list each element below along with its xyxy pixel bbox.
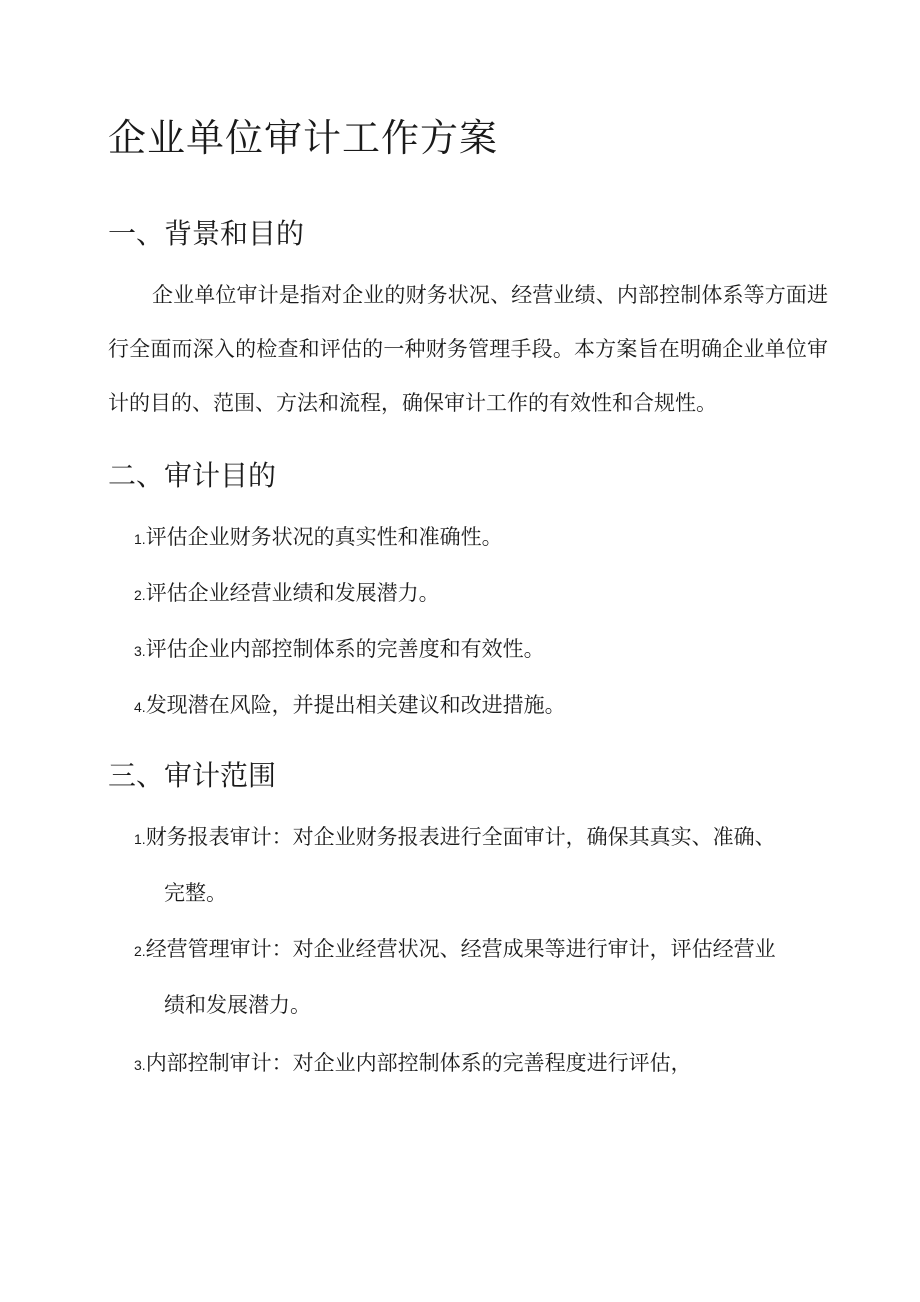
section-paragraph-background: 企业单位审计是指对企业的财务状况、经营业绩、内部控制体系等方面进行全面而深入的检查和评估的一种财务管理手段。本方案旨在明确企业单位审计的目的、范围、方法和流程，确保审计工作的有效性和合规性。 — [108, 283, 828, 415]
list-item-continuation: 完整。 — [164, 881, 227, 905]
list-item — [134, 578, 440, 610]
list-item-text: 财务报表审计：对企业财务报表进行全面审计，确保其真实、准确、 — [145, 825, 776, 849]
list-item — [134, 822, 776, 854]
list-item-text: 发现潜在风险，并提出相关建议和改进措施。 — [145, 693, 566, 717]
list-item-number: 2. — [134, 943, 146, 959]
section-heading-scope: 三、审计范围 — [108, 759, 277, 792]
list-item-text: 经营管理审计：对企业经营状况、经营成果等进行审计，评估经营业 — [145, 937, 776, 961]
list-item-text: 评估企业经营业绩和发展潜力。 — [145, 581, 440, 605]
list-item-number: 1. — [134, 831, 146, 847]
list-item-continuation: 绩和发展潜力。 — [164, 993, 311, 1017]
list-item-number: 3. — [134, 1057, 146, 1073]
list-item-text: 评估企业内部控制体系的完善度和有效性。 — [145, 637, 545, 661]
list-item-number: 3. — [134, 643, 146, 659]
list-item — [134, 1048, 692, 1080]
list-item-number: 4. — [134, 699, 146, 715]
document-title: 企业单位审计工作方案 — [108, 116, 499, 160]
list-item — [134, 522, 503, 554]
list-item — [134, 634, 545, 666]
list-item-number: 2. — [134, 587, 146, 603]
list-item-number: 1. — [134, 531, 146, 547]
list-item — [134, 690, 566, 722]
section-heading-background: 一、背景和目的 — [108, 217, 305, 250]
list-item-text: 内部控制审计：对企业内部控制体系的完善程度进行评估， — [145, 1051, 692, 1075]
section-heading-purpose: 二、审计目的 — [108, 459, 277, 492]
list-item — [134, 934, 776, 966]
list-item-text: 评估企业财务状况的真实性和准确性。 — [145, 525, 503, 549]
